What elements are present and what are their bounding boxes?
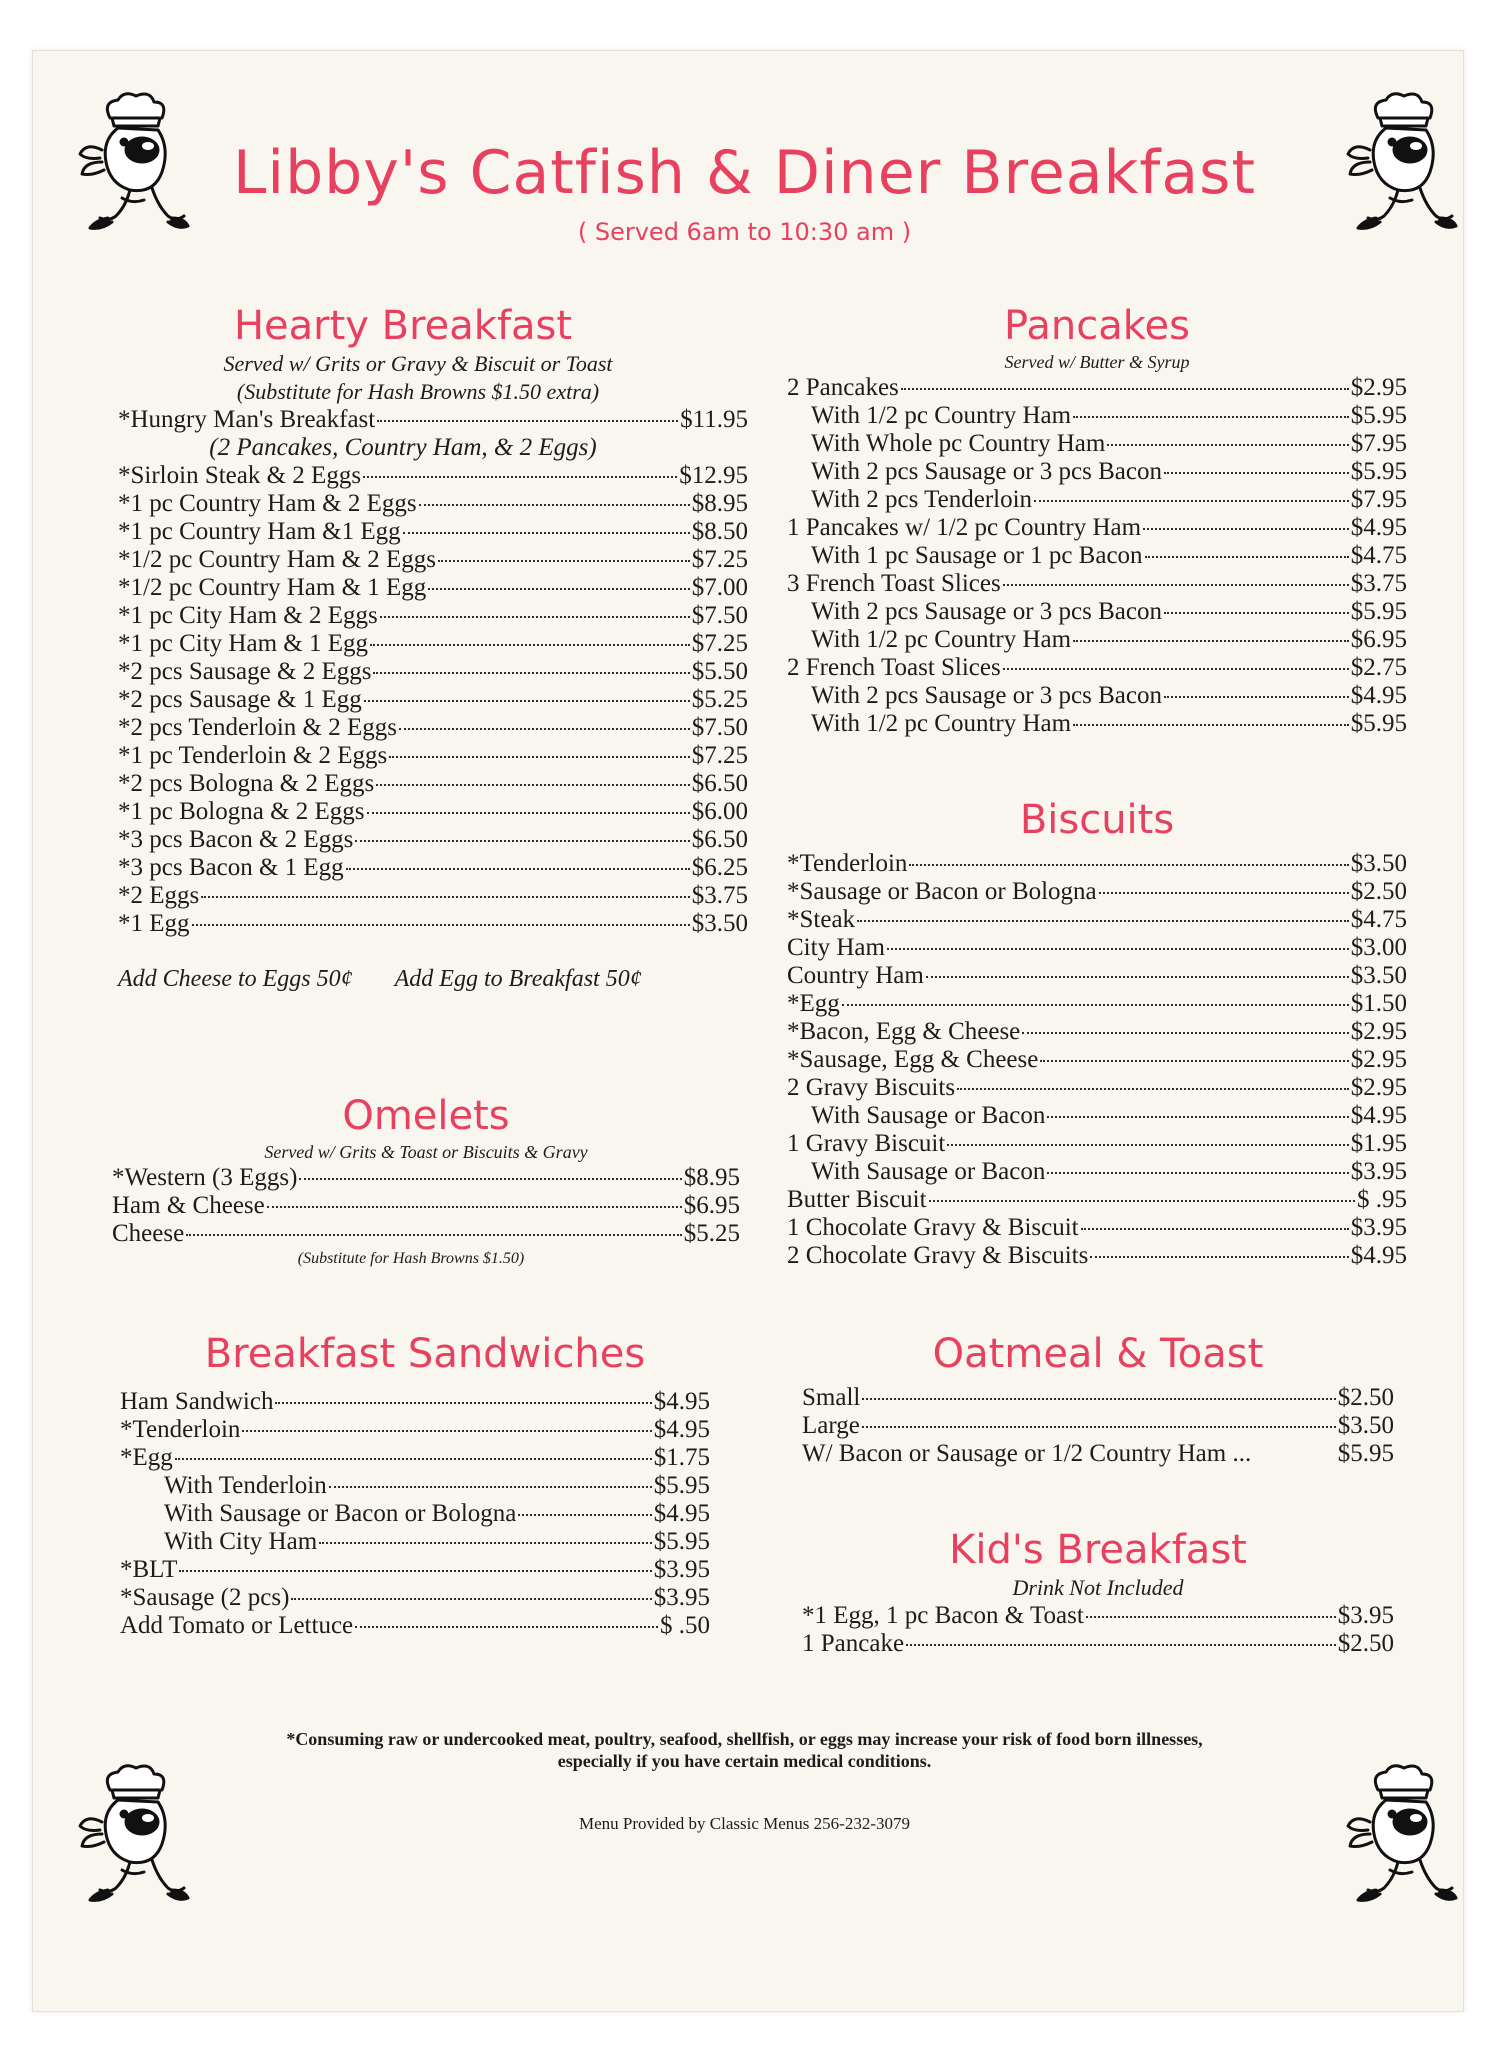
menu-item-name: *1/2 pc Country Ham & 1 Egg: [118, 574, 427, 601]
menu-item-name: With Whole pc Country Ham: [811, 430, 1106, 457]
health-warning-line1: *Consuming raw or undercooked meat, poultry, seafood, shellfish, or eggs may increase your risk of food born illnesses,: [286, 1729, 1203, 1749]
leader-dots: [842, 1004, 1349, 1006]
menu-item: [112, 1164, 740, 1192]
menu-item: [118, 630, 748, 658]
serving-hours: ( Served 6am to 10:30 am ): [577, 218, 912, 246]
menu-item-price: $6.95: [683, 1192, 740, 1219]
biscuit-item-list: [787, 850, 1407, 1270]
leader-dots: [186, 1234, 682, 1236]
chef-mascot-icon: [72, 1760, 192, 1910]
menu-item-price: $3.75: [1350, 570, 1407, 597]
leader-dots: [1040, 1060, 1348, 1062]
menu-item-name: With Sausage or Bacon: [811, 1158, 1046, 1185]
menu-item: [802, 1630, 1394, 1658]
menu-item-price: $1.95: [1350, 1130, 1407, 1157]
leader-dots: [929, 1200, 1355, 1202]
menu-credit: Menu Provided by Classic Menus 256-232-3079: [578, 1814, 910, 1833]
leader-dots: [906, 1644, 1336, 1646]
leader-dots: [376, 784, 690, 786]
menu-item-name: *2 pcs Tenderloin & 2 Eggs: [118, 714, 398, 741]
menu-item-price: $3.95: [1337, 1602, 1394, 1629]
menu-item-name: 2 Gravy Biscuits: [787, 1074, 956, 1101]
kids-section: [802, 1526, 1394, 1658]
addon-cheese: Add Cheese to Eggs 50¢: [118, 966, 353, 992]
menu-item-name: With 1/2 pc Country Ham: [811, 626, 1072, 653]
menu-item-price: $7.25: [691, 630, 748, 657]
sandwiches-section: [120, 1330, 710, 1640]
section-subtitle: (Substitute for Hash Browns $1.50 extra): [236, 379, 600, 404]
menu-item-price: $3.50: [1350, 962, 1407, 989]
menu-item: [120, 1500, 710, 1528]
menu-item-name: *Egg: [787, 990, 840, 1017]
menu-item-price: $7.00: [691, 574, 748, 601]
menu-item-price: $2.95: [1350, 1018, 1407, 1045]
menu-item-price: $5.95: [1337, 1440, 1394, 1467]
leader-dots: [355, 840, 689, 842]
menu-item: [118, 546, 748, 574]
leader-dots: [957, 1088, 1349, 1090]
leader-dots: [399, 728, 690, 730]
menu-item-price: $5.95: [1350, 598, 1407, 625]
section-subtitle: Drink Not Included: [1012, 1575, 1184, 1600]
menu-item-price: $6.25: [691, 854, 748, 881]
menu-item-price: $7.95: [1350, 486, 1407, 513]
menu-item: [118, 742, 748, 770]
leader-dots: [319, 1542, 652, 1544]
menu-item: [112, 1192, 740, 1220]
menu-item-name: Add Tomato or Lettuce: [120, 1612, 354, 1639]
menu-item-price: $7.25: [691, 546, 748, 573]
menu-item: [787, 1130, 1407, 1158]
menu-item-name: With 1/2 pc Country Ham: [811, 710, 1072, 737]
menu-item: [118, 490, 748, 518]
oatmeal-section: [802, 1330, 1394, 1468]
menu-item-price: $8.95: [683, 1164, 740, 1191]
menu-item-name: *1 pc Tenderloin & 2 Eggs: [118, 742, 388, 769]
menu-item-price: $5.95: [653, 1472, 710, 1499]
section-title: Biscuits: [1019, 797, 1175, 843]
menu-item-price: $4.95: [1350, 1242, 1407, 1269]
menu-item-price: $5.95: [1350, 402, 1407, 429]
menu-item-name: With Sausage or Bacon: [811, 1102, 1046, 1129]
addon-egg: Add Egg to Breakfast 50¢: [394, 966, 642, 992]
menu-item-price: $3.95: [653, 1556, 710, 1583]
leader-dots: [1164, 612, 1349, 614]
menu-item-name: *BLT: [120, 1556, 178, 1583]
menu-item-name: With 2 pcs Tenderloin: [811, 486, 1033, 513]
menu-item-name: (2 Pancakes, Country Ham, & 2 Eggs): [209, 434, 597, 461]
menu-item: [118, 826, 748, 854]
leader-dots: [364, 700, 690, 702]
leader-dots: [947, 1144, 1348, 1146]
menu-item-name: *2 pcs Sausage & 2 Eggs: [118, 658, 372, 685]
menu-item-name: *Tenderloin: [787, 850, 908, 877]
menu-item-price: $5.95: [653, 1528, 710, 1555]
menu-item: [802, 1440, 1394, 1468]
menu-item-price: $3.50: [1337, 1412, 1394, 1439]
menu-item-name: Cheese: [112, 1220, 185, 1247]
menu-item-name: *2 pcs Sausage & 1 Egg: [118, 686, 362, 713]
menu-item-price: $7.25: [691, 742, 748, 769]
menu-item: [120, 1444, 710, 1472]
menu-item: [120, 1388, 710, 1416]
leader-dots: [355, 1626, 658, 1628]
menu-item-price: $6.50: [691, 770, 748, 797]
leader-dots: [862, 1426, 1336, 1428]
leader-dots: [438, 560, 690, 562]
menu-item: [118, 686, 748, 714]
menu-item: [787, 1242, 1407, 1270]
pancake-item-list: [787, 374, 1407, 738]
leader-dots: [1034, 500, 1349, 502]
menu-item-price: $2.95: [1350, 1046, 1407, 1073]
menu-item-name: W/ Bacon or Sausage or 1/2 Country Ham ...: [802, 1440, 1252, 1467]
menu-item-name: *Western (3 Eggs): [112, 1164, 298, 1191]
menu-item-price: $5.50: [691, 658, 748, 685]
menu-item-price: $ .95: [1357, 1186, 1407, 1213]
menu-item-price: $2.75: [1350, 654, 1407, 681]
menu-item-price: $3.00: [1350, 934, 1407, 961]
leader-dots: [370, 644, 690, 646]
menu-title: Libby's Catfish & Diner Breakfast: [233, 138, 1256, 208]
leader-dots: [1073, 640, 1349, 642]
menu-item-price: $2.50: [1337, 1384, 1394, 1411]
addons-row: [118, 966, 748, 993]
menu-item: [118, 658, 748, 686]
menu-item-name: With Sausage or Bacon or Bologna: [164, 1500, 517, 1527]
kids-item-list: [802, 1602, 1394, 1658]
biscuits-section: [787, 796, 1407, 1270]
menu-item-name: Large: [802, 1412, 860, 1439]
leader-dots: [377, 420, 678, 422]
leader-dots: [1047, 1116, 1348, 1118]
menu-item-price: $3.50: [1350, 850, 1407, 877]
menu-item-price: $6.95: [1350, 626, 1407, 653]
menu-item: [787, 1158, 1407, 1186]
menu-item-price: $5.25: [691, 686, 748, 713]
menu-item-name: Butter Biscuit: [787, 1186, 927, 1213]
menu-item: [120, 1584, 710, 1612]
leader-dots: [1081, 1228, 1349, 1230]
menu-item: [118, 882, 748, 910]
menu-item: [120, 1472, 710, 1500]
menu-item: [118, 434, 748, 462]
leader-dots: [926, 976, 1349, 978]
menu-item: [787, 682, 1407, 710]
menu-item-name: 1 Pancakes w/ 1/2 pc Country Ham: [787, 514, 1142, 541]
leader-dots: [1143, 528, 1349, 530]
menu-item-price: $4.95: [1350, 1102, 1407, 1129]
leader-dots: [1022, 1032, 1348, 1034]
health-warning: [0, 1728, 1489, 1772]
menu-item-name: *Sausage or Bacon or Bologna: [787, 878, 1097, 905]
menu-item-price: $3.50: [691, 910, 748, 937]
menu-item-price: $4.95: [653, 1416, 710, 1443]
menu-item-name: *1 Egg, 1 pc Bacon & Toast: [802, 1602, 1084, 1629]
menu-item: [118, 714, 748, 742]
menu-item: [787, 1214, 1407, 1242]
menu-item-name: *1 pc Bologna & 2 Eggs: [118, 798, 365, 825]
menu-item-name: With 2 pcs Sausage or 3 pcs Bacon: [811, 682, 1163, 709]
menu-item: [787, 1186, 1407, 1214]
menu-item-name: 1 Chocolate Gravy & Biscuit: [787, 1214, 1079, 1241]
leader-dots: [1086, 1616, 1336, 1618]
menu-item-price: $11.95: [680, 406, 748, 433]
leader-dots: [291, 1598, 651, 1600]
omelet-note: (Substitute for Hash Browns $1.50): [297, 1250, 525, 1267]
menu-item-price: $2.95: [1350, 1074, 1407, 1101]
menu-item-name: Country Ham: [787, 962, 924, 989]
menu-item-name: With Tenderloin: [164, 1472, 327, 1499]
leader-dots: [299, 1178, 681, 1180]
menu-item: [787, 626, 1407, 654]
leader-dots: [346, 868, 690, 870]
leader-dots: [1145, 556, 1349, 558]
menu-item-price: $2.50: [1337, 1630, 1394, 1657]
leader-dots: [1090, 1256, 1348, 1258]
leader-dots: [1003, 668, 1349, 670]
menu-item: [787, 850, 1407, 878]
menu-item-price: $1.75: [653, 1444, 710, 1471]
menu-item-price: $7.50: [691, 602, 748, 629]
menu-item-name: *2 pcs Bologna & 2 Eggs: [118, 770, 375, 797]
menu-item-price: $2.95: [1350, 374, 1407, 401]
menu-item-price: $4.95: [653, 1388, 710, 1415]
chef-mascot-icon: [1340, 1760, 1460, 1910]
menu-item-name: *2 Eggs: [118, 882, 200, 909]
leader-dots: [363, 476, 677, 478]
menu-item-name: *Hungry Man's Breakfast: [118, 406, 376, 433]
leader-dots: [857, 920, 1349, 922]
omelets-section: [112, 1092, 740, 1270]
leader-dots: [389, 756, 689, 758]
menu-item-name: *Egg: [120, 1444, 173, 1471]
menu-item: [787, 374, 1407, 402]
leader-dots: [179, 1570, 651, 1572]
menu-item-name: 2 Chocolate Gravy & Biscuits: [787, 1242, 1089, 1269]
menu-item-price: $4.75: [1350, 906, 1407, 933]
menu-item-name: With 2 pcs Sausage or 3 pcs Bacon: [811, 458, 1163, 485]
menu-item: [787, 514, 1407, 542]
menu-item: [787, 1074, 1407, 1102]
menu-item-price: $4.95: [653, 1500, 710, 1527]
menu-item-name: 2 Pancakes: [787, 374, 899, 401]
menu-item: [118, 910, 748, 938]
section-title: Omelets: [342, 1093, 510, 1139]
leader-dots: [380, 616, 690, 618]
menu-item-name: *1 pc Country Ham &1 Egg: [118, 518, 401, 545]
menu-item: [118, 518, 748, 546]
leader-dots: [428, 588, 689, 590]
menu-item-price: $2.50: [1350, 878, 1407, 905]
leader-dots: [909, 864, 1348, 866]
leader-dots: [518, 1514, 651, 1516]
menu-item: [787, 542, 1407, 570]
menu-item-price: $8.50: [691, 518, 748, 545]
menu-item-price: $3.95: [1350, 1158, 1407, 1185]
section-subtitle: Served w/ Grits & Toast or Biscuits & Gravy: [264, 1142, 588, 1162]
menu-item-name: *1 pc Country Ham & 2 Eggs: [118, 490, 417, 517]
leader-dots: [192, 924, 690, 926]
menu-item: [120, 1556, 710, 1584]
menu-item-price: $8.95: [691, 490, 748, 517]
menu-item: [787, 1046, 1407, 1074]
section-title: Pancakes: [1004, 303, 1190, 349]
menu-item-price: $4.95: [1350, 514, 1407, 541]
menu-item-name: With City Ham: [164, 1528, 318, 1555]
menu-item: [787, 1018, 1407, 1046]
menu-item: [802, 1384, 1394, 1412]
leader-dots: [329, 1486, 652, 1488]
menu-item: [118, 602, 748, 630]
menu-item: [787, 654, 1407, 682]
menu-item: [118, 770, 748, 798]
menu-item-price: $5.95: [1350, 710, 1407, 737]
menu-item: [787, 598, 1407, 626]
menu-item-name: With 1 pc Sausage or 1 pc Bacon: [811, 542, 1143, 569]
menu-item-name: *Sirloin Steak & 2 Eggs: [118, 462, 362, 489]
health-warning-line2: especially if you have certain medical conditions.: [557, 1751, 932, 1771]
menu-item: [787, 710, 1407, 738]
menu-item: [118, 574, 748, 602]
menu-item-price: $1.50: [1350, 990, 1407, 1017]
menu-item: [120, 1528, 710, 1556]
leader-dots: [862, 1398, 1335, 1400]
menu-item: [787, 486, 1407, 514]
menu-item-name: *1/2 pc Country Ham & 2 Eggs: [118, 546, 437, 573]
hearty-item-list: [118, 406, 748, 938]
menu-item-price: $4.75: [1350, 542, 1407, 569]
menu-item: [787, 990, 1407, 1018]
menu-item: [120, 1612, 710, 1640]
section-subtitle: Served w/ Grits or Gravy & Biscuit or Toast: [223, 351, 613, 376]
leader-dots: [267, 1206, 682, 1208]
menu-item-name: *Sausage, Egg & Cheese: [787, 1046, 1039, 1073]
menu-item: [802, 1602, 1394, 1630]
section-title: Kid's Breakfast: [949, 1527, 1247, 1573]
omelet-item-list: [112, 1164, 740, 1248]
menu-item-price: $12.95: [679, 462, 748, 489]
menu-item-name: With 2 pcs Sausage or 3 pcs Bacon: [811, 598, 1163, 625]
menu-item-price: $6.00: [691, 798, 748, 825]
menu-item: [118, 798, 748, 826]
leader-dots: [1107, 444, 1348, 446]
menu-item-name: Small: [802, 1384, 861, 1411]
menu-item: [787, 402, 1407, 430]
leader-dots: [1003, 584, 1349, 586]
leader-dots: [901, 388, 1349, 390]
menu-item-name: 1 Gravy Biscuit: [787, 1130, 946, 1157]
menu-item-name: *Sausage (2 pcs): [120, 1584, 290, 1611]
leader-dots: [1073, 724, 1349, 726]
menu-item-name: *Tenderloin: [120, 1416, 241, 1443]
menu-item-price: $5.25: [683, 1220, 740, 1247]
menu-item-name: Ham Sandwich: [120, 1388, 274, 1415]
leader-dots: [887, 948, 1349, 950]
leader-dots: [1073, 416, 1349, 418]
menu-item: [787, 570, 1407, 598]
menu-item-price: $7.50: [691, 714, 748, 741]
menu-item-price: $3.95: [653, 1584, 710, 1611]
section-title: Oatmeal & Toast: [932, 1331, 1264, 1377]
menu-item: [112, 1220, 740, 1248]
menu-item-name: *Bacon, Egg & Cheese: [787, 1018, 1021, 1045]
menu-item-name: Ham & Cheese: [112, 1192, 265, 1219]
menu-item: [118, 854, 748, 882]
leader-dots: [403, 532, 690, 534]
oatmeal-item-list: [802, 1384, 1394, 1468]
leader-dots: [367, 812, 690, 814]
leader-dots: [175, 1458, 652, 1460]
menu-item-name: *1 Egg: [118, 910, 190, 937]
menu-item: [787, 1102, 1407, 1130]
menu-item-name: *3 pcs Bacon & 2 Eggs: [118, 826, 354, 853]
menu-item-name: *Steak: [787, 906, 856, 933]
menu-item-name: 1 Pancake: [802, 1630, 905, 1657]
menu-item: [787, 458, 1407, 486]
leader-dots: [275, 1402, 651, 1404]
hearty-breakfast-section: [118, 302, 748, 993]
menu-item-price: $6.50: [691, 826, 748, 853]
leader-dots: [201, 896, 690, 898]
leader-dots: [242, 1430, 651, 1432]
leader-dots: [1164, 696, 1349, 698]
menu-item: [802, 1412, 1394, 1440]
menu-item-price: $4.95: [1350, 682, 1407, 709]
section-title: Breakfast Sandwiches: [204, 1331, 646, 1377]
sandwich-item-list: [120, 1388, 710, 1640]
menu-item: [118, 406, 748, 434]
pancakes-section: [787, 302, 1407, 738]
menu-item-price: $3.95: [1350, 1214, 1407, 1241]
menu-item-price: $3.75: [691, 882, 748, 909]
menu-item: [787, 430, 1407, 458]
menu-item-name: With 1/2 pc Country Ham: [811, 402, 1072, 429]
menu-item: [787, 934, 1407, 962]
menu-item: [787, 878, 1407, 906]
menu-item-name: *3 pcs Bacon & 1 Egg: [118, 854, 344, 881]
menu-item-price: $ .50: [660, 1612, 710, 1639]
section-subtitle: Served w/ Butter & Syrup: [1004, 352, 1190, 372]
menu-item-name: *1 pc City Ham & 1 Egg: [118, 630, 368, 657]
leader-dots: [1164, 472, 1349, 474]
menu-item-name: 3 French Toast Slices: [787, 570, 1001, 597]
section-title: Hearty Breakfast: [233, 303, 573, 349]
leader-dots: [373, 672, 689, 674]
menu-item-name: *1 pc City Ham & 2 Eggs: [118, 602, 378, 629]
menu-item-price: $7.95: [1350, 430, 1407, 457]
menu-item: [787, 906, 1407, 934]
menu-item: [118, 462, 748, 490]
leader-dots: [1047, 1172, 1348, 1174]
menu-item-name: City Ham: [787, 934, 885, 961]
menu-item: [787, 962, 1407, 990]
menu-item-price: $5.95: [1350, 458, 1407, 485]
leader-dots: [419, 504, 690, 506]
menu-item-name: 2 French Toast Slices: [787, 654, 1001, 681]
menu-item: [120, 1416, 710, 1444]
leader-dots: [1099, 892, 1349, 894]
